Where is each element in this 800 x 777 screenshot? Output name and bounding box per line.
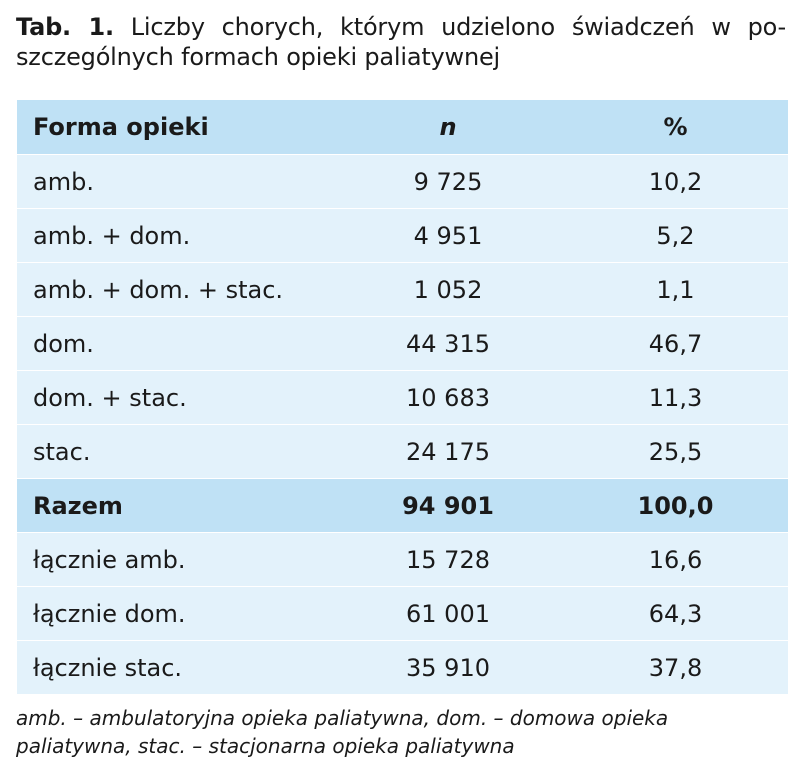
caption-line-2: szczególnych formach opieki paliatywnej <box>16 43 501 71</box>
cell-forma: amb. + dom. <box>17 209 333 263</box>
header-forma-opieki: Forma opieki <box>17 100 333 155</box>
table-row <box>17 425 788 479</box>
total-percent: 100,0 <box>563 479 788 533</box>
cell-forma: dom. + stac. <box>17 371 333 425</box>
table-summary-row <box>17 587 788 641</box>
cell-forma: łącznie dom. <box>17 587 333 641</box>
table-header-row <box>17 100 788 155</box>
caption-text-1: Liczby chorych, którym udzielono świadczeń w po- <box>130 13 787 41</box>
table-summary-row <box>17 641 788 695</box>
cell-percent: 25,5 <box>563 425 788 479</box>
header-percent: % <box>563 100 788 155</box>
footnote-line-1: amb. – ambulatoryjna opieka paliatywna, dom. – domowa opieka <box>16 706 669 730</box>
table-row <box>17 317 788 371</box>
cell-n: 35 910 <box>333 641 563 695</box>
table-row <box>17 263 788 317</box>
total-n: 94 901 <box>333 479 563 533</box>
cell-percent: 11,3 <box>563 371 788 425</box>
cell-forma: amb. + dom. + stac. <box>17 263 333 317</box>
cell-percent: 16,6 <box>563 533 788 587</box>
table-row <box>17 371 788 425</box>
cell-n: 44 315 <box>333 317 563 371</box>
cell-forma: stac. <box>17 425 333 479</box>
cell-n: 10 683 <box>333 371 563 425</box>
total-label: Razem <box>17 479 333 533</box>
caption-line-1 <box>16 12 786 42</box>
cell-forma: łącznie stac. <box>17 641 333 695</box>
table-summary-row <box>17 533 788 587</box>
cell-forma: dom. <box>17 317 333 371</box>
cell-percent: 37,8 <box>563 641 788 695</box>
data-table <box>17 100 788 695</box>
table-row <box>17 209 788 263</box>
cell-n: 4 951 <box>333 209 563 263</box>
cell-n: 61 001 <box>333 587 563 641</box>
cell-forma: łącznie amb. <box>17 533 333 587</box>
cell-n: 9 725 <box>333 155 563 209</box>
cell-forma: amb. <box>17 155 333 209</box>
cell-percent: 5,2 <box>563 209 788 263</box>
table-row <box>17 155 788 209</box>
header-n: n <box>333 100 563 155</box>
cell-percent: 10,2 <box>563 155 788 209</box>
cell-percent: 64,3 <box>563 587 788 641</box>
footnote-line-2: paliatywna, stac. – stacjonarna opieka paliatywna <box>16 734 515 758</box>
caption-label: Tab. 1. <box>16 13 114 41</box>
table-footnote <box>16 704 791 760</box>
cell-n: 24 175 <box>333 425 563 479</box>
table-caption <box>16 12 786 72</box>
cell-percent: 46,7 <box>563 317 788 371</box>
table-total-row <box>17 479 788 533</box>
cell-n: 15 728 <box>333 533 563 587</box>
cell-n: 1 052 <box>333 263 563 317</box>
cell-percent: 1,1 <box>563 263 788 317</box>
